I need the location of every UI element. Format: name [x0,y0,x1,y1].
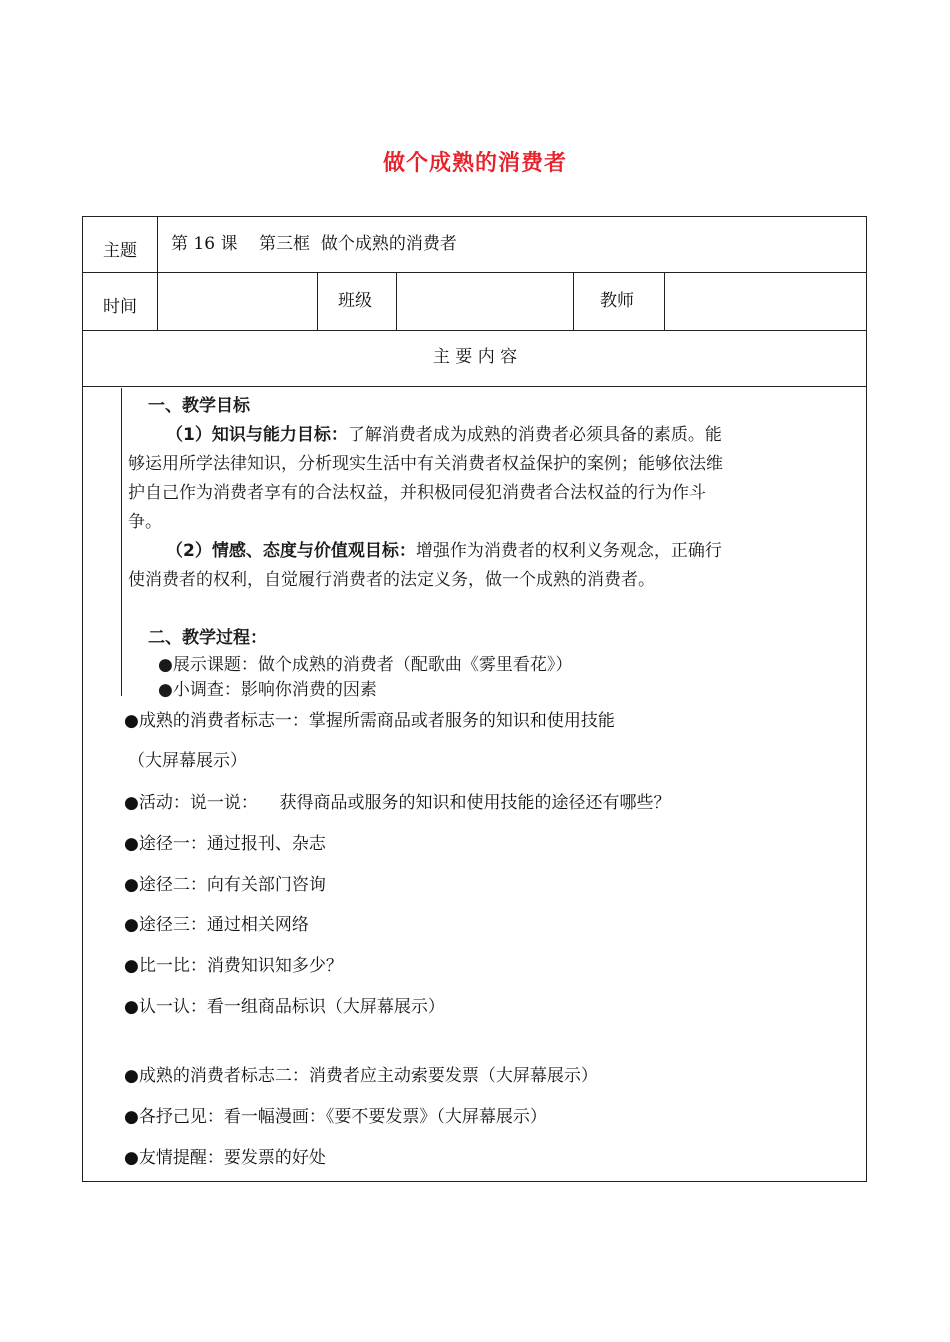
goal-2-line-2: 使消费者的权利，自觉履行消费者的法定义务，做一个成熟的消费者。 [128,570,655,590]
goals-heading: 一、教学目标 [148,396,250,416]
goal-2-label: （2）情感、态度与价值观目标： [166,541,416,561]
row-divider-time [82,330,867,331]
teaching-goals-section [128,392,780,703]
col-divider-class [317,272,318,330]
goal-2 [148,537,780,566]
process-item-1: ●展示课题：做个成熟的消费者（配歌曲《雾里看花》） [158,655,573,675]
goal-1-label: （1）知识与能力目标： [166,425,348,445]
main-content-header: 主 要 内 容 [432,347,518,367]
content-line: ●成熟的消费者标志二：消费者应主动索要发票（大屏幕展示） [124,1066,598,1086]
goal-1-line-2: 够运用所学法律知识，分析现实生活中有关消费者权益保护的案例；能够依法维 [128,454,723,474]
goal-2-text: 增强作为消费者的权利义务观念，正确行 [415,541,722,561]
col-divider-teacher-value [664,272,665,330]
content-line: ●成熟的消费者标志一：掌握所需商品或者服务的知识和使用技能 [124,711,615,731]
time-label: 时间 [103,297,137,317]
topic-label: 主题 [103,241,137,261]
content-line: （大屏幕展示） [128,751,247,771]
col-divider-teacher [573,272,574,330]
content-line: ●各抒己见：看一幅漫画：《要不要发票》（大屏幕展示） [124,1107,547,1127]
goal-1-line-4: 争。 [128,512,162,532]
process-heading: 二、教学过程： [148,628,267,648]
col-divider-label [157,216,158,330]
content-line: ●途径一：通过报刊、杂志 [124,834,326,854]
process-item-2: ●小调查：影响你消费的因素 [158,680,377,700]
content-line: ●活动：说一说： 获得商品或服务的知识和使用技能的途径还有哪些？ [124,793,671,813]
class-label: 班级 [338,291,372,311]
topic-value: 第 16 课 第三框 做个成熟的消费者 [171,234,457,254]
scan-left-edge [121,388,122,696]
row-divider-topic [82,272,867,273]
goal-1 [148,421,780,450]
page-title: 做个成熟的消费者 [382,151,567,176]
content-line: ●比一比：消费知识知多少？ [124,956,343,976]
teacher-label: 教师 [600,291,634,311]
content-line: ●途径二：向有关部门咨询 [124,875,326,895]
row-divider-main [82,386,867,387]
goal-1-line-3: 护自己作为消费者享有的合法权益，并积极同侵犯消费者合法权益的行为作斗 [128,483,706,503]
content-line: ●途径三：通过相关网络 [124,915,309,935]
col-divider-class-value [396,272,397,330]
content-line: ●友情提醒：要发票的好处 [124,1148,326,1168]
goal-1-text: 了解消费者成为成熟的消费者必须具备的素质。能 [347,425,722,445]
content-line: ●认一认：看一组商品标识（大屏幕展示） [124,997,445,1017]
